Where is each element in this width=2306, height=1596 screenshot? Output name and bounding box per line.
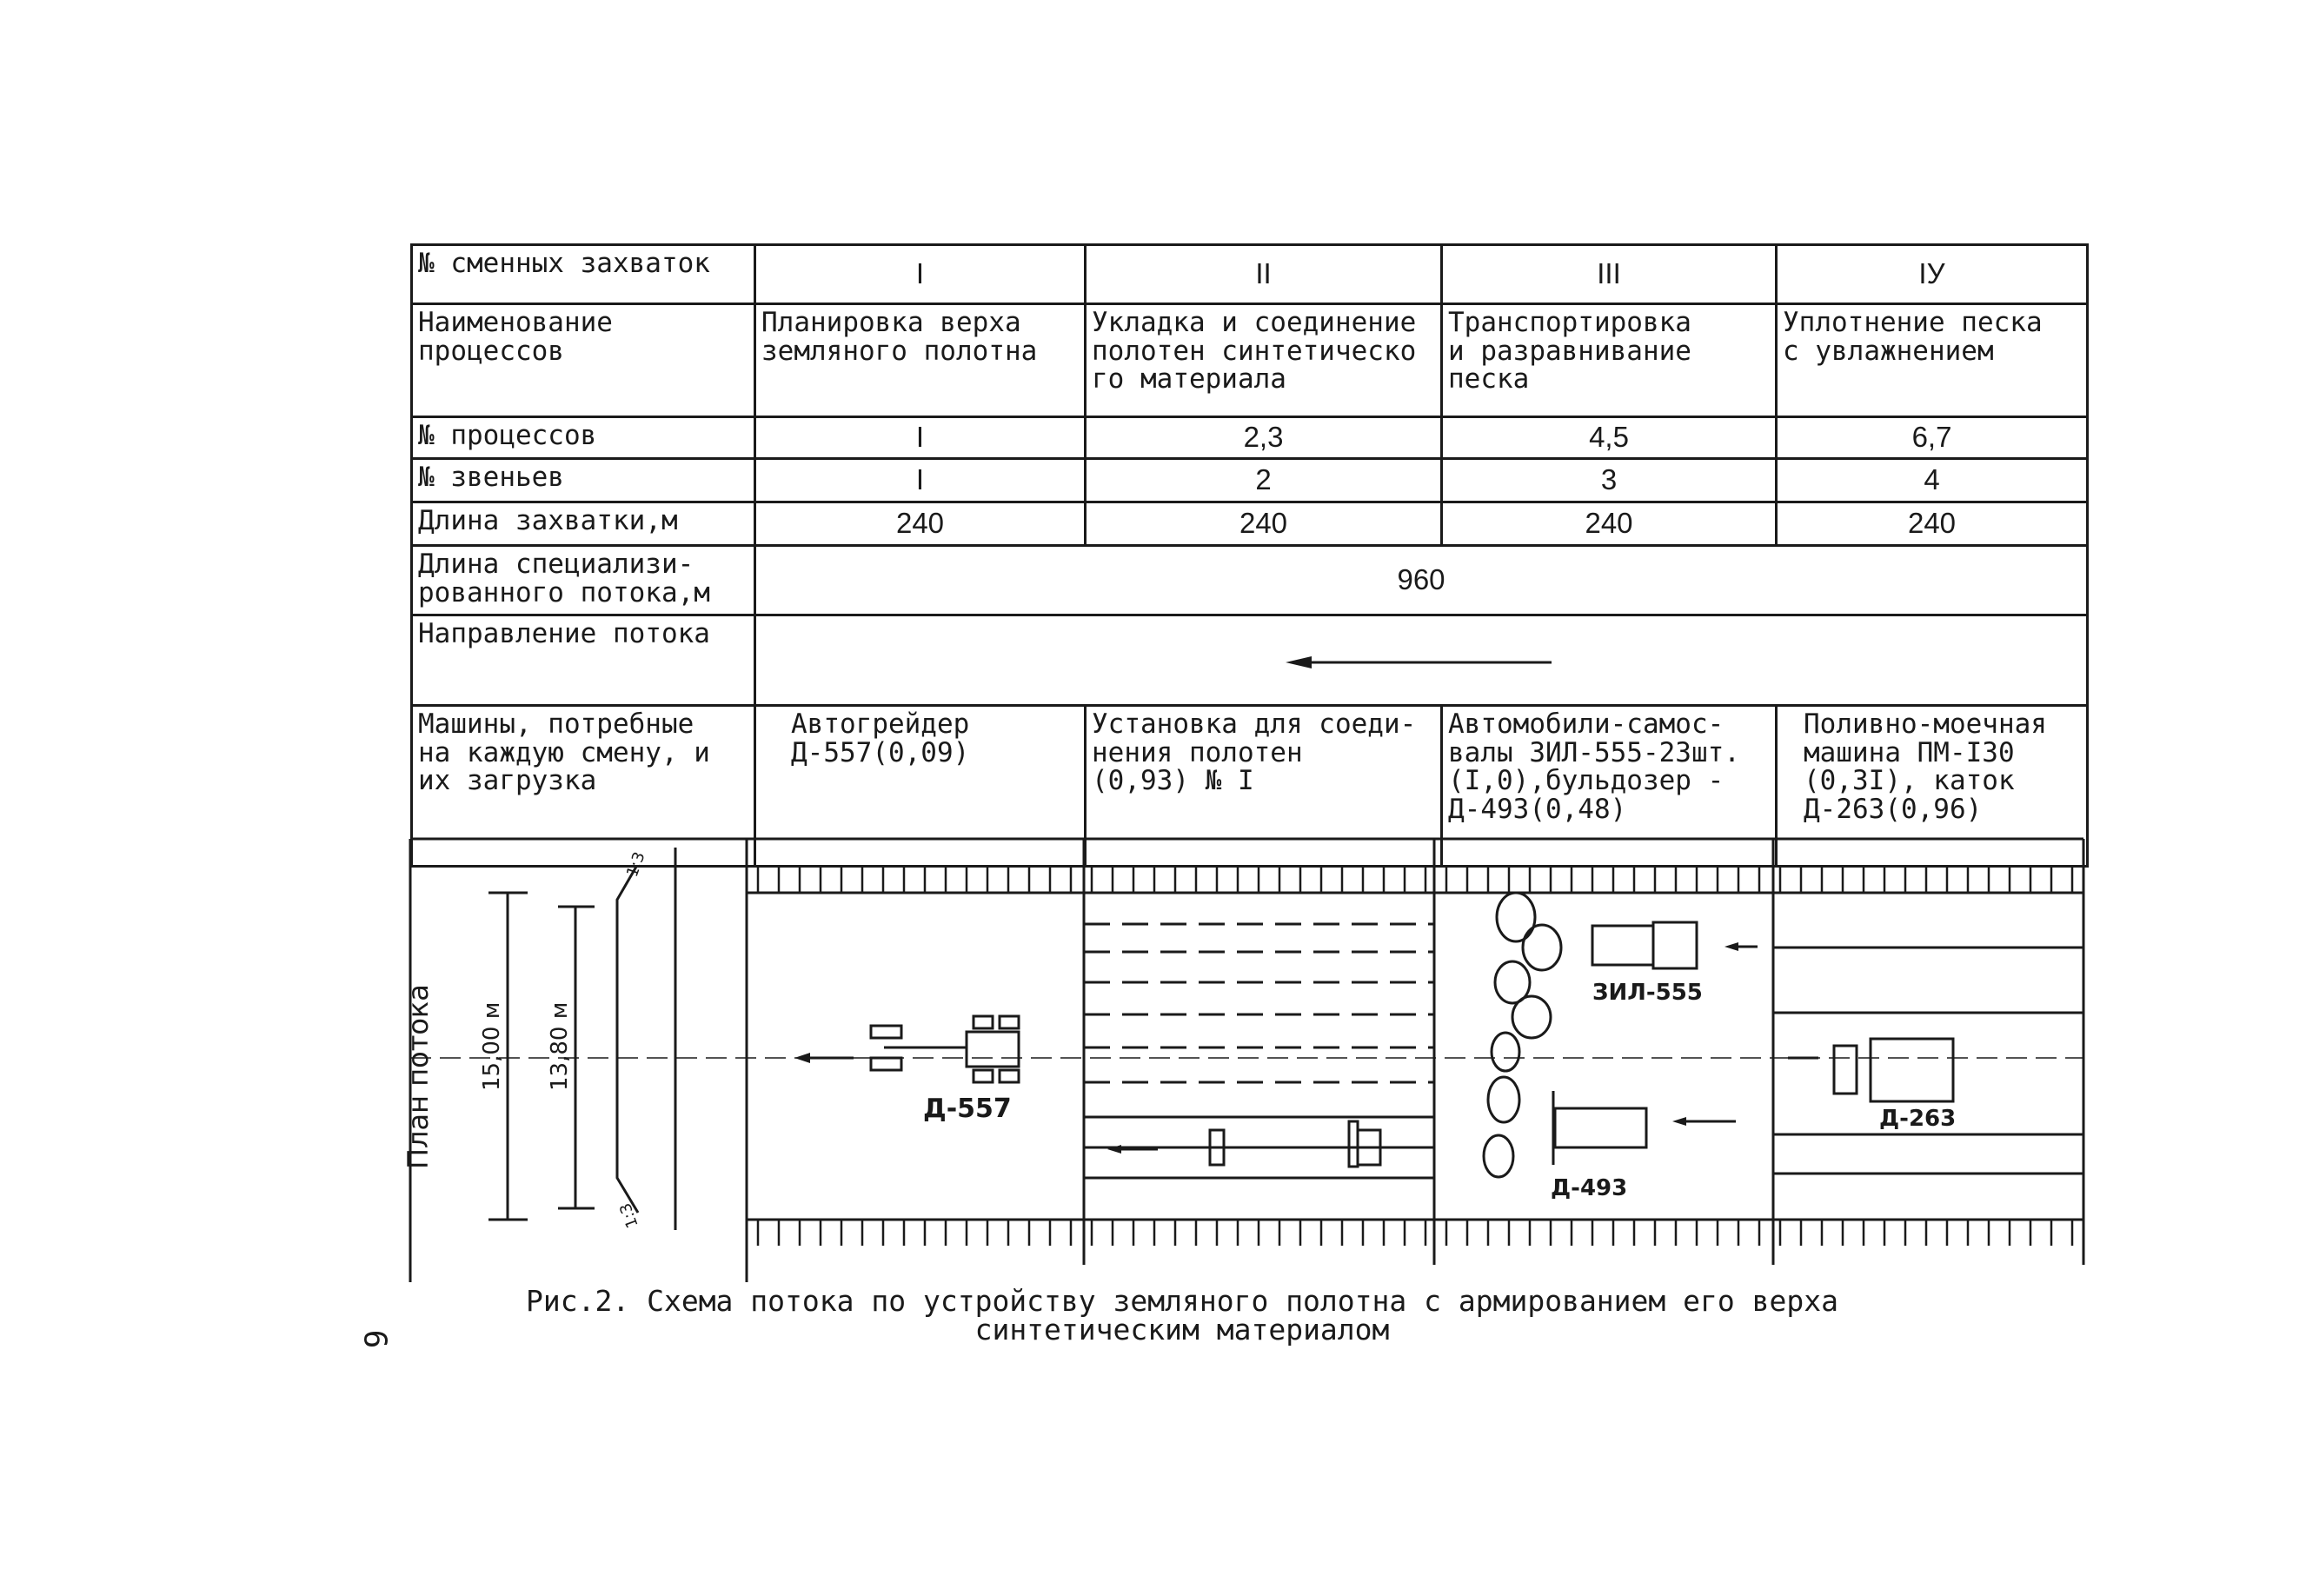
plan-slope-bottom: 1:3 xyxy=(616,1200,642,1231)
column-header-3: III xyxy=(1442,245,1777,304)
section-length-row xyxy=(412,502,2088,546)
page-number: 6 xyxy=(356,1329,393,1349)
column-header-4: IУ xyxy=(1777,245,2088,304)
row-label-section-length: Длина захватки,м xyxy=(412,502,755,546)
machines-2: Установка для соеди- нения полотен (0,93) № I xyxy=(1086,706,1442,867)
process-name-1: Планировка верха земляного полотна xyxy=(755,304,1086,417)
process-numbers-row xyxy=(412,417,2088,459)
specialized-length-value: 960 xyxy=(755,546,2088,615)
section-length-3: 240 xyxy=(1442,502,1777,546)
row-label-process-numbers: № процессов xyxy=(412,417,755,459)
crew-numbers-row xyxy=(412,459,2088,502)
machine-label-d263: Д-263 xyxy=(1879,1106,1957,1132)
process-names-row xyxy=(412,304,2088,417)
process-number-2: 2,3 xyxy=(1086,417,1442,459)
plan-diagram xyxy=(402,830,2088,1282)
process-number-1: I xyxy=(755,417,1086,459)
row-label-crew-numbers: № звеньев xyxy=(412,459,755,502)
column-header-1: I xyxy=(755,245,1086,304)
row-label-specialized-length: Длина специализи- рованного потока,м xyxy=(412,546,755,615)
plan-title: План потока xyxy=(402,984,435,1169)
specialized-length-row xyxy=(412,546,2088,615)
direction-cell xyxy=(755,615,2088,706)
caption-line-1: Рис.2. Схема потока по устройству земляного полотна с армированием его верха xyxy=(526,1284,1838,1318)
section-length-2: 240 xyxy=(1086,502,1442,546)
header-label: № сменных захваток xyxy=(412,245,755,304)
plan-width-total: 15,00 м xyxy=(479,1001,505,1091)
section-length-1: 240 xyxy=(755,502,1086,546)
process-number-3: 4,5 xyxy=(1442,417,1777,459)
row-label-process-names: Наименование процессов xyxy=(412,304,755,417)
column-header-2: II xyxy=(1086,245,1442,304)
machines-1: Автогрейдер Д-557(0,09) xyxy=(755,706,1086,867)
row-label-direction: Направление потока xyxy=(412,615,755,706)
flow-table xyxy=(410,243,2089,868)
process-name-4: Уплотнение песка с увлажнением xyxy=(1777,304,2088,417)
plan-width-inner: 13,80 м xyxy=(547,1001,573,1091)
process-name-2: Укладка и соединение полотен синтетическо го материала xyxy=(1086,304,1442,417)
crew-number-2: 2 xyxy=(1086,459,1442,502)
crew-number-3: 3 xyxy=(1442,459,1777,502)
machine-label-zil555: ЗИЛ-555 xyxy=(1592,980,1703,1006)
direction-arrow-icon xyxy=(1282,654,1560,671)
header-row xyxy=(412,245,2088,304)
process-name-3: Транспортировка и разравнивание песка xyxy=(1442,304,1777,417)
crew-number-1: I xyxy=(755,459,1086,502)
machine-label-d557: Д-557 xyxy=(923,1094,1012,1124)
section-length-4: 240 xyxy=(1777,502,2088,546)
machines-4: Поливно-моечная машина ПМ-I30 (0,3I), каток Д-263(0,96) xyxy=(1777,706,2088,867)
row-label-machines: Машины, потребные на каждую смену, и их загрузка xyxy=(412,706,755,867)
figure-caption xyxy=(469,1284,1895,1347)
machine-label-d493: Д-493 xyxy=(1551,1175,1628,1201)
machines-3: Автомобили-самос- валы ЗИЛ-555-23шт. (I,0),бульдозер - Д-493(0,48) xyxy=(1442,706,1777,867)
crew-number-4: 4 xyxy=(1777,459,2088,502)
caption-line-2: синтетическим материалом xyxy=(974,1313,1390,1347)
direction-row xyxy=(412,615,2088,706)
plan-slope-top: 1:3 xyxy=(622,849,649,880)
process-number-4: 6,7 xyxy=(1777,417,2088,459)
